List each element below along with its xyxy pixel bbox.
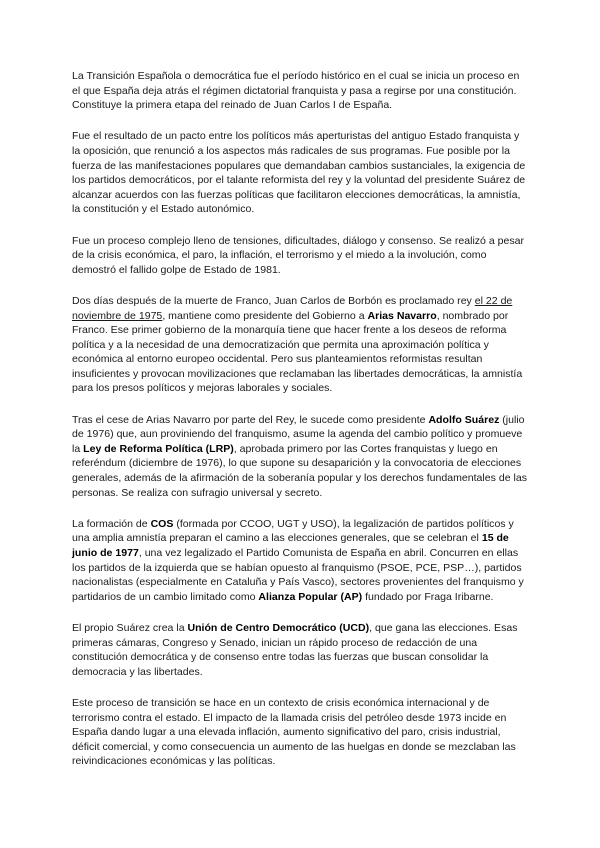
paragraph-text: (formada por CCOO, UGT y USO), la legalización de partidos políticos y una amplia amnistía preparan el camino a las elecciones generales, que se celebran el xyxy=(72,517,514,545)
paragraph-pact xyxy=(72,129,528,217)
paragraph-elections xyxy=(72,517,528,605)
bold-term: Alianza Popular (AP) xyxy=(258,590,363,603)
paragraph-text: El propio Suárez crea la xyxy=(72,621,188,634)
paragraph-text: , aprobada primero por las Cortes franquistas y luego en referéndum (diciembre de 1976), lo que supone su desaparición y la convocatoria de elecciones generales, además de la afirmación de la soberanía popular y los derechos fundamentales de las personas. Se realiza con sufragio universal y secreto. xyxy=(72,442,527,499)
document-body xyxy=(72,69,528,786)
date-link[interactable]: el 22 de noviembre de 1975 xyxy=(72,294,513,322)
bold-term: Ley de Reforma Política (LRP) xyxy=(83,442,234,455)
paragraph-crisis xyxy=(72,696,528,769)
paragraph-text: , mantiene como presidente del Gobierno a xyxy=(162,309,368,322)
paragraph-text: Tras el cese de Arias Navarro por parte del Rey, le sucede como presidente xyxy=(72,413,429,426)
bold-term: 15 de junio de 1977 xyxy=(72,532,509,559)
paragraph-text: , que gana las elecciones. Esas primeras cámaras, Congreso y Senado, inician un rápido proceso de redacción de una constitución democrática y de consenso entre todas las fuerzas que buscan consolidar la democracia y las libertades. xyxy=(72,621,518,678)
bold-term: COS xyxy=(150,517,174,530)
bold-term: Unión de Centro Democrático (UCD) xyxy=(187,621,370,634)
paragraph-text: Este proceso de transición se hace en un contexto de crisis económica internacional y de terrorismo contra el estado. El impacto de la llamada crisis del petróleo desde 1973 incide en España dando lugar a una elevada inflación, aumento significativo del paro, crisis industrial, déficit comercial, y como consecuencia un aumento de las huelgas en donde se mezclaban las reivindicaciones económicas y las políticas. xyxy=(72,696,516,768)
paragraph-text: , nombrado por Franco. Ese primer gobierno de la monarquía tiene que hacer frente a los deseos de reforma política y a la necesidad de una democratización que permita una aproximación política y económica al entorno europeo occidental. Pero sus planteamientos reformistas resultan insuficientes y provocan movilizaciones que reclamaban las libertades democráticas, la amnistía para los presos políticos y mejoras laborales y sociales. xyxy=(72,309,523,395)
paragraph-ucd xyxy=(72,621,528,679)
paragraph-text: , una vez legalizado el Partido Comunista de España en abril. Concurren en ellas los partidos de la izquierda que se habían opuesto al franquismo (PSOE, PCE, PSP…), partidos nacionalistas (especialmente en Cataluña y País Vasco), sectores provenientes del franquismo y partidarios de un cambio limitado como xyxy=(72,547,524,603)
paragraph-proclamation xyxy=(72,294,528,396)
paragraph-text: La Transición Española o democrática fue el período histórico en el cual se inicia un proceso en el que España deja atrás el régimen dictatorial franquista y pasa a regirse por una constitución. Constituye la primera etapa del reinado de Juan Carlos I de España. xyxy=(72,70,520,112)
paragraph-text: (julio de 1976) que, aun proviniendo del franquismo, asume la agenda del cambio político y promueve la xyxy=(72,413,525,455)
paragraph-text: Fue el resultado de un pacto entre los políticos más aperturistas del antiguo Estado franquista y la oposición, que renunció a los aspectos más radicales de sus programas. Fue posible por la fuerza de las manifestaciones populares que demandaban cambios sustanciales, la exigencia de los partidos democráticos, por el talante reformista del rey y la voluntad del presidente Suárez de alcanzar acuerdos con las fuerzas políticas que facilitaron elecciones democráticas, la amnistía, la constitución y el Estado autonómico. xyxy=(72,130,526,216)
paragraph-text: La formación de xyxy=(72,517,151,530)
paragraph-text: fundado por Fraga Iribarne. xyxy=(362,590,494,603)
bold-term: Adolfo Suárez xyxy=(428,413,500,426)
paragraph-text: Dos días después de la muerte de Franco, Juan Carlos de Borbón es proclamado rey xyxy=(72,294,475,307)
paragraph-suarez xyxy=(72,413,528,501)
paragraph-process xyxy=(72,234,528,278)
paragraph-text: Fue un proceso complejo lleno de tensiones, dificultades, diálogo y consenso. Se realizó a pesar de la crisis económica, el paro, la inflación, el terrorismo y el miedo a la involución, como demostró el fallido golpe de Estado de 1981. xyxy=(72,234,525,276)
paragraph-intro xyxy=(72,69,528,113)
bold-term: Arias Navarro xyxy=(367,309,437,322)
